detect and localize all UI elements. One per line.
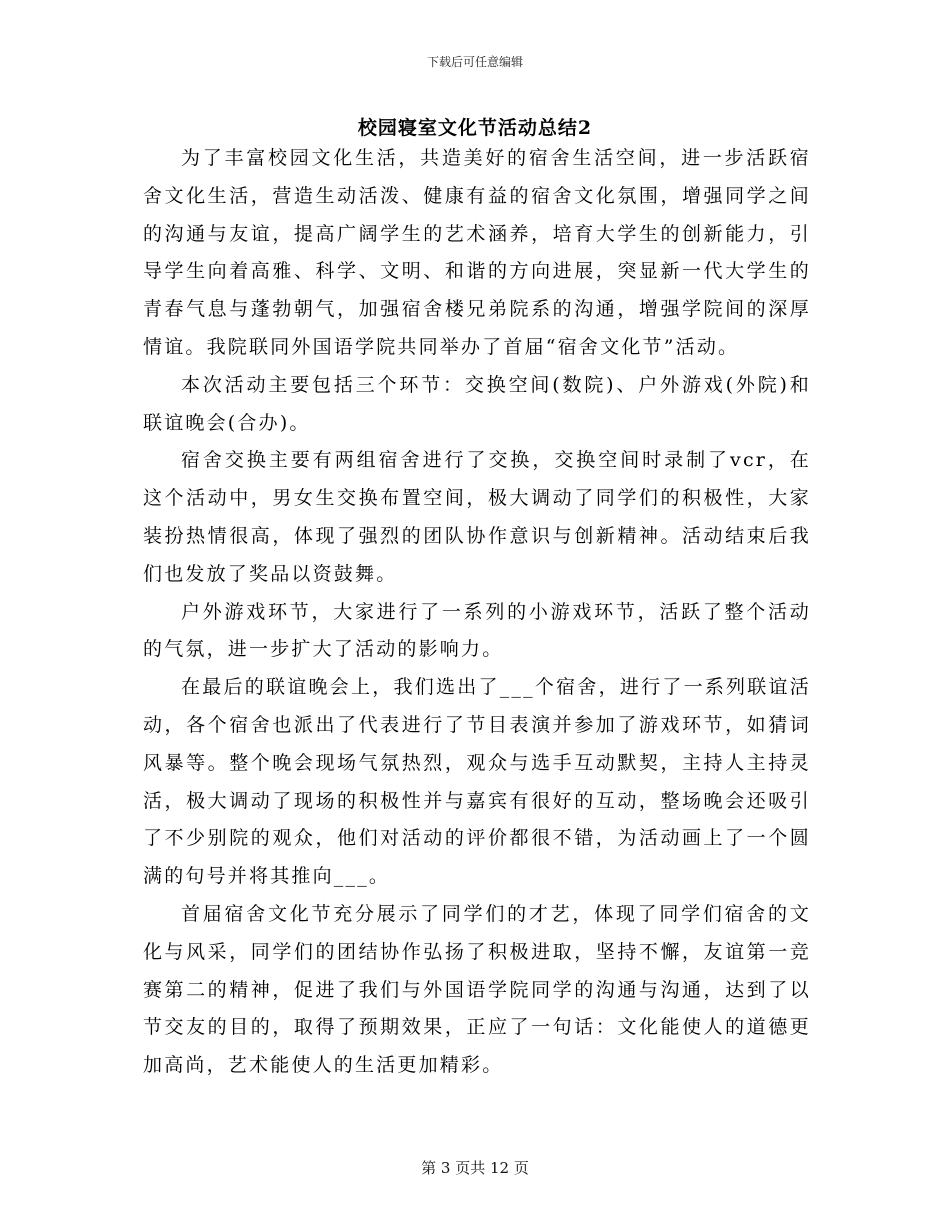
page-number: 第 3 页共 12 页	[421, 1159, 529, 1177]
document-title: 校园寝室文化节活动总结2	[357, 117, 593, 139]
paragraph-conclusion: 首届宿舍文化节充分展示了同学们的才艺，体现了同学们宿舍的文化与风采，同学们的团结协作弘扬了积极进取，坚持不懈，友谊第一竞赛第二的精神，促进了我们与外国语学院同学的沟通与沟通，达到了以节交友的目的，取得了预期效果，正应了一句话：文化能使人的道德更加高尚，艺术能使人的生活更加精彩。	[143, 902, 811, 1077]
paragraph-dorm-exchange: 宿舍交换主要有两组宿舍进行了交换，交换空间时录制了vcr，在这个活动中，男女生交换布置空间，极大调动了同学们的积极性，大家装扮热情很高，体现了强烈的团队协作意识与创新精神。活动结束后我们也发放了奖品以资鼓舞。	[143, 449, 811, 585]
paragraph-intro: 为了丰富校园文化生活，共造美好的宿舍生活空间，进一步活跃宿舍文化生活，营造生动活泼、健康有益的宿舍文化氛围，增强同学之间的沟通与友谊，提高广阔学生的艺术涵养，培育大学生的创新能力，引导学生向着高雅、科学、文明、和谐的方向进展，突显新一代大学生的青春气息与蓬勃朝气，加强宿舍楼兄弟院系的沟通，增强学院间的深厚情谊。我院联同外国语学院共同举办了首届“宿舍文化节”活动。	[143, 147, 811, 358]
paragraph-evening-party: 在最后的联谊晚会上，我们选出了___个宿舍，进行了一系列联谊活动，各个宿舍也派出了代表进行了节目表演并参加了游戏环节，如猜词风暴等。整个晚会现场气氛热烈，观众与选手互动默契，主持人主持灵活，极大调动了现场的积极性并与嘉宾有很好的互动，整场晚会还吸引了不少别院的观众，他们对活动的评价都很不错，为活动画上了一个圆满的句号并将其推向___。	[143, 676, 811, 888]
document-body	[143, 140, 811, 1085]
paragraph-activity-parts: 本次活动主要包括三个环节：交换空间(数院)、户外游戏(外院)和联谊晚会(合办)。	[143, 373, 811, 434]
header-note: 下载后可任意编辑	[426, 55, 523, 69]
paragraph-outdoor-games: 户外游戏环节，大家进行了一系列的小游戏环节，活跃了整个活动的气氛，进一步扩大了活动的影响力。	[143, 600, 811, 661]
